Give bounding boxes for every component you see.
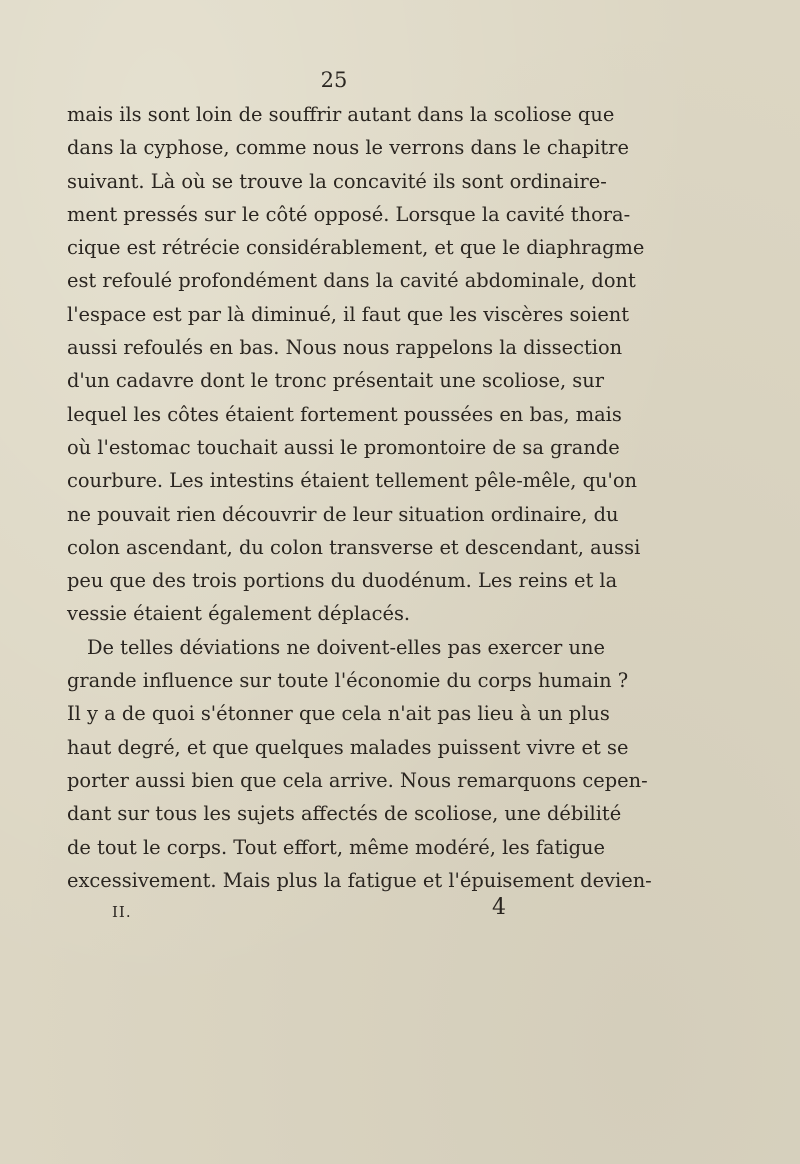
page-number: 25 [320, 68, 348, 92]
text-line: aussi refoulés en bas. Nous nous rappelons la dissection [67, 336, 623, 360]
text-line: où l'estomac touchait aussi le promontoire de sa grande [67, 435, 620, 459]
text-line: mais ils sont loin de souffrir autant dans la scoliose que [67, 103, 615, 126]
body-text [67, 98, 652, 897]
text-line: peu que des trois portions du duodénum. Les reins et la [67, 569, 618, 593]
signature-mark: II. [112, 903, 132, 921]
gathering-number: 4 [492, 895, 506, 920]
text-line: dans la cyphose, comme nous le verrons dans le chapitre [67, 136, 629, 160]
text-line: colon ascendant, du colon transverse et descendant, aussi [67, 535, 641, 559]
text-line: haut degré, et que quelques malades puissent vivre et se [67, 735, 629, 759]
text-line: ment pressés sur le côté opposé. Lorsque la cavité thora- [67, 202, 631, 226]
text-line: est refoulé profondément dans la cavité abdominale, dont [67, 269, 636, 293]
text-line: de tout le corps. Tout effort, même modéré, les fatigue [67, 835, 605, 859]
text-line: excessivement. Mais plus la fatigue et l'épuisement devien- [67, 868, 652, 892]
text-line: Il y a de quoi s'étonner que cela n'ait pas lieu à un plus [67, 702, 610, 726]
text-line: d'un cadavre dont le tronc présentait une scoliose, sur [67, 369, 604, 393]
text-line: grande influence sur toute l'économie du corps humain ? [67, 669, 629, 693]
text-line: suivant. Là où se trouve la concavité ils sont ordinaire- [67, 169, 607, 193]
text-line: lequel les côtes étaient fortement poussées en bas, mais [67, 402, 622, 426]
text-line: ne pouvait rien découvrir de leur situation ordinaire, du [67, 502, 619, 526]
text-line: vessie étaient également déplacés. [67, 602, 411, 626]
page-footer [0, 895, 800, 925]
text-line: cique est rétrécie considérablement, et que le diaphragme [67, 236, 645, 260]
text-line: De telles déviations ne doivent-elles pas exercer une [87, 635, 605, 659]
text-line: l'espace est par là diminué, il faut que les viscères soient [67, 302, 630, 326]
text-line: porter aussi bien que cela arrive. Nous remarquons cepen- [67, 768, 648, 792]
text-line: courbure. Les intestins étaient tellement pêle-mêle, qu'on [67, 469, 638, 493]
text-line: dant sur tous les sujets affectés de scoliose, une débilité [67, 802, 622, 826]
